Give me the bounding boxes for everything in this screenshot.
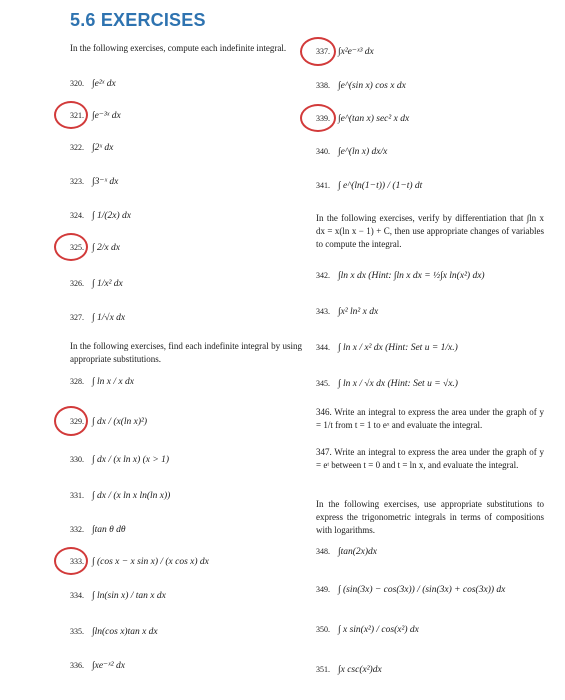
exercise-expression: ∫tan(2x)dx xyxy=(338,547,378,557)
exercise-number: 326. xyxy=(70,279,84,288)
section-title: 5.6 EXERCISES xyxy=(70,10,206,30)
exercise-expression: ∫ (cos x − x sin x) / (x cos x) dx xyxy=(92,557,209,567)
exercise-349 xyxy=(316,584,505,595)
exercise-number: 330. xyxy=(70,455,84,464)
exercise-expression: ∫ 1/x² dx xyxy=(92,279,123,289)
exercise-number: 335. xyxy=(70,627,84,636)
exercise-331 xyxy=(70,490,170,501)
exercise-expression: ∫ 2/x dx xyxy=(92,243,120,253)
exercise-expression: ∫e^(sin x) cos x dx xyxy=(338,81,406,91)
exercise-expression: ∫e⁻³ˣ dx xyxy=(92,111,121,121)
exercise-333 xyxy=(70,556,209,567)
red-circle-marker xyxy=(54,233,88,261)
exercise-number: 341. xyxy=(316,181,330,190)
exercise-expression: ∫ln(cos x)tan x dx xyxy=(92,627,158,637)
exercise-number: 333. xyxy=(70,557,84,566)
exercise-number: 329. xyxy=(70,417,84,426)
exercise-expression: ∫tan θ dθ xyxy=(92,525,126,535)
exercise-338 xyxy=(316,80,406,91)
exercise-number: 324. xyxy=(70,211,84,220)
exercise-number: 340. xyxy=(316,147,330,156)
exercise-341 xyxy=(316,180,422,191)
exercise-expression: ∫x csc(x²)dx xyxy=(338,665,382,675)
exercise-335 xyxy=(70,626,158,637)
exercise-number: 349. xyxy=(316,585,330,594)
exercise-345 xyxy=(316,378,458,389)
exercise-344 xyxy=(316,342,458,353)
red-circle-marker xyxy=(300,104,336,132)
exercise-332 xyxy=(70,524,126,535)
exercise-expression: ∫e^(tan x) sec² x dx xyxy=(338,114,410,124)
exercise-351 xyxy=(316,664,382,675)
exercise-number: 350. xyxy=(316,625,330,634)
exercise-expression: ∫2ˣ dx xyxy=(92,143,114,153)
intro-substitution: In the following exercises, find each indefinite integral by using appropriate substitutions. xyxy=(70,341,302,364)
exercise-expression: ∫ dx / (x(ln x)²) xyxy=(92,417,148,427)
exercise-number: 320. xyxy=(70,79,84,88)
exercise-342 xyxy=(316,270,485,281)
exercise-expression: ∫ e^(ln(1−t)) / (1−t) dt xyxy=(338,181,423,191)
exercise-expression: ∫ ln(sin x) / tan x dx xyxy=(92,591,166,601)
exercise-number: 331. xyxy=(70,491,84,500)
exercise-expression: ∫ 1/√x dx xyxy=(92,313,126,323)
exercise-number: 338. xyxy=(316,81,330,90)
exercise-327 xyxy=(70,312,125,323)
exercise-expression: ∫x² ln² x dx xyxy=(338,307,379,317)
exercise-320 xyxy=(70,78,116,89)
exercise-number: 327. xyxy=(70,313,84,322)
exercise-expression: ∫e²ˣ dx xyxy=(92,79,116,89)
exercise-expression: ∫x²e⁻ˣ³ dx xyxy=(338,47,374,57)
exercise-number: 323. xyxy=(70,177,84,186)
intro-compute: In the following exercises, compute each indefinite integral. xyxy=(70,43,287,53)
exercise-expression: ∫ dx / (x ln x ln(ln x)) xyxy=(92,491,171,501)
red-circle-marker xyxy=(54,406,88,436)
exercise-323 xyxy=(70,176,118,187)
intro-verify: In the following exercises, verify by differentiation that ∫ln x dx = x(ln x − 1) + C, then use appropriate changes of variables to compute the integral. xyxy=(316,213,544,249)
exercise-330 xyxy=(70,454,169,465)
red-circle-marker xyxy=(300,37,336,66)
exercise-expression: ∫ ln x / √x dx (Hint: Set u = √x.) xyxy=(338,379,458,389)
exercise-expression: ∫xe⁻ˣ² dx xyxy=(92,661,125,671)
exercise-number: 345. xyxy=(316,379,330,388)
red-circle-marker xyxy=(54,547,88,575)
exercise-expression: ∫ dx / (x ln x) (x > 1) xyxy=(92,455,170,465)
exercise-expression: ∫ln x dx (Hint: ∫ln x dx = ½∫x ln(x²) dx) xyxy=(338,271,485,281)
exercise-number: 336. xyxy=(70,661,84,670)
exercise-number: 332. xyxy=(70,525,84,534)
intro-trig-log: In the following exercises, use appropriate substitutions to express the trigonometric integrals in terms of compositions with logarithms. xyxy=(316,499,544,535)
exercise-343 xyxy=(316,306,378,317)
exercise-340 xyxy=(316,146,387,157)
exercise-336 xyxy=(70,660,125,671)
exercise-expression: ∫ x sin(x²) / cos(x²) dx xyxy=(338,625,419,635)
exercise-number: 322. xyxy=(70,143,84,152)
exercise-326 xyxy=(70,278,123,289)
exercise-number: 342. xyxy=(316,271,330,280)
exercise-number: 343. xyxy=(316,307,330,316)
exercise-expression: ∫ (sin(3x) − cos(3x)) / (sin(3x) + cos(3x)) dx xyxy=(338,585,506,595)
exercise-number: 321. xyxy=(70,111,84,120)
exercise-expression: ∫e^(ln x) dx/x xyxy=(338,147,388,157)
exercise-350 xyxy=(316,624,419,635)
exercise-expression: ∫ ln x / x² dx (Hint: Set u = 1/x.) xyxy=(338,343,458,353)
exercise-number: 337. xyxy=(316,47,330,56)
exercise-328 xyxy=(70,376,134,387)
exercise-expression: ∫ ln x / x dx xyxy=(92,377,134,387)
exercise-324 xyxy=(70,210,131,221)
exercise-number: 344. xyxy=(316,343,330,352)
exercise-348 xyxy=(316,546,377,557)
exercise-number: 348. xyxy=(316,547,330,556)
exercise-347: 347. Write an integral to express the area under the graph of y = eᵗ between t = 0 and t = ln x, and evaluate the integral. xyxy=(316,447,544,470)
exercise-334 xyxy=(70,590,166,601)
exercise-number: 351. xyxy=(316,665,330,674)
exercise-expression: ∫3⁻ˣ dx xyxy=(92,177,119,187)
red-circle-marker xyxy=(54,101,88,129)
exercise-number: 325. xyxy=(70,243,84,252)
exercise-number: 334. xyxy=(70,591,84,600)
exercise-322 xyxy=(70,142,113,153)
exercise-number: 339. xyxy=(316,114,330,123)
exercise-expression: ∫ 1/(2x) dx xyxy=(92,211,132,221)
exercise-346: 346. Write an integral to express the area under the graph of y = 1/t from t = 1 to eˣ and evaluate the integral. xyxy=(316,407,544,430)
exercise-number: 328. xyxy=(70,377,84,386)
